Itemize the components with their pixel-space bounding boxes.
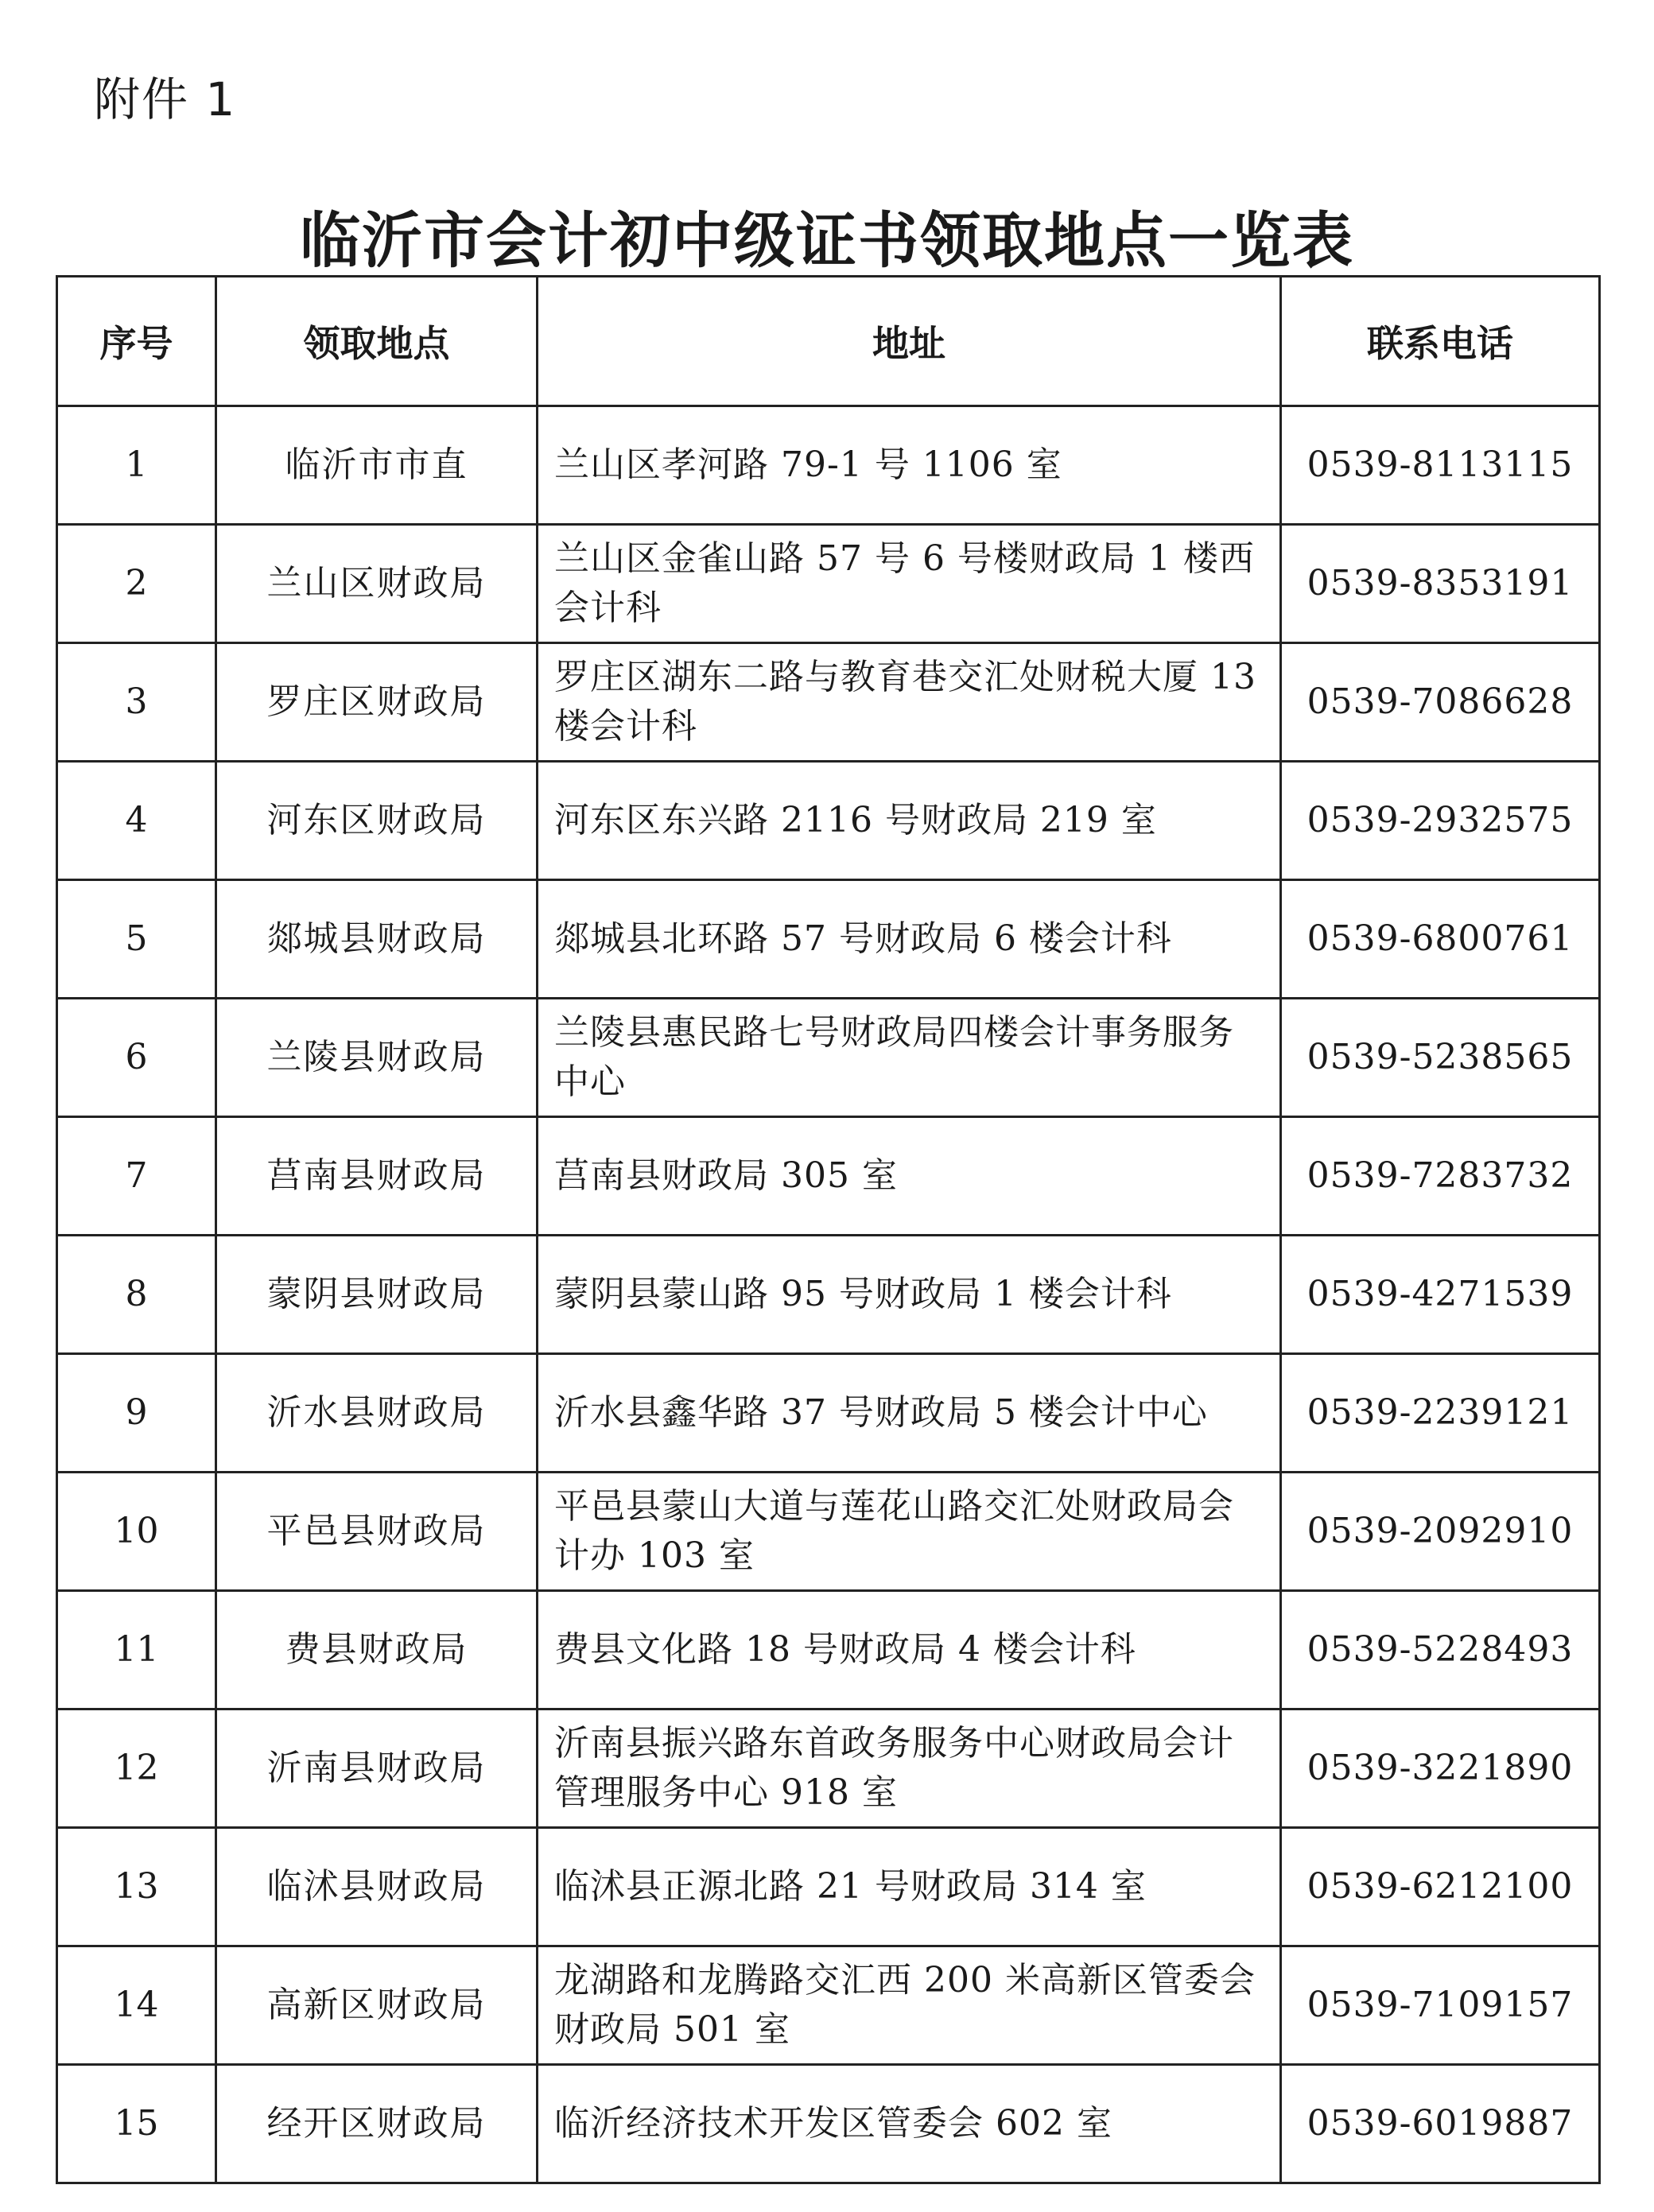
row-number: 2 <box>57 525 216 643</box>
row-number: 9 <box>57 1354 216 1473</box>
row-address: 莒南县财政局 305 室 <box>538 1117 1281 1236</box>
row-place: 郯城县财政局 <box>216 880 538 999</box>
pickup-locations-table <box>56 275 1601 2184</box>
row-place: 临沂市市直 <box>216 406 538 525</box>
row-place: 高新区财政局 <box>216 1946 538 2065</box>
row-place: 费县财政局 <box>216 1591 538 1709</box>
table-row <box>57 1117 1600 1236</box>
table-row <box>57 999 1600 1117</box>
table-row <box>57 1473 1600 1591</box>
row-phone: 0539-2092910 <box>1281 1473 1600 1591</box>
row-address: 兰山区金雀山路 57 号 6 号楼财政局 1 楼西会计科 <box>538 525 1281 643</box>
row-number: 13 <box>57 1828 216 1946</box>
row-place: 沂南县财政局 <box>216 1709 538 1828</box>
row-place: 经开区财政局 <box>216 2065 538 2183</box>
document-title: 临沂市会计初中级证书领取地点一览表 <box>300 205 1354 276</box>
table-row <box>57 880 1600 999</box>
row-phone: 0539-2932575 <box>1281 762 1600 880</box>
row-address: 费县文化路 18 号财政局 4 楼会计科 <box>538 1591 1281 1709</box>
row-place: 蒙阴县财政局 <box>216 1236 538 1354</box>
attachment-label: 附件 1 <box>94 72 237 126</box>
row-phone: 0539-2239121 <box>1281 1354 1600 1473</box>
row-place: 平邑县财政局 <box>216 1473 538 1591</box>
row-number: 15 <box>57 2065 216 2183</box>
table-row <box>57 1828 1600 1946</box>
header-address: 地址 <box>538 277 1281 406</box>
row-number: 8 <box>57 1236 216 1354</box>
row-phone: 0539-7283732 <box>1281 1117 1600 1236</box>
header-serial-number: 序号 <box>57 277 216 406</box>
row-phone: 0539-7086628 <box>1281 643 1600 762</box>
table-row <box>57 643 1600 762</box>
row-address: 临沭县正源北路 21 号财政局 314 室 <box>538 1828 1281 1946</box>
row-phone: 0539-5228493 <box>1281 1591 1600 1709</box>
table-row <box>57 1591 1600 1709</box>
table-row <box>57 1946 1600 2065</box>
row-number: 5 <box>57 880 216 999</box>
row-address: 兰山区孝河路 79-1 号 1106 室 <box>538 406 1281 525</box>
row-place: 临沭县财政局 <box>216 1828 538 1946</box>
row-phone: 0539-7109157 <box>1281 1946 1600 2065</box>
row-address: 临沂经济技术开发区管委会 602 室 <box>538 2065 1281 2183</box>
row-phone: 0539-8113115 <box>1281 406 1600 525</box>
row-phone: 0539-8353191 <box>1281 525 1600 643</box>
table-row <box>57 525 1600 643</box>
row-phone: 0539-6212100 <box>1281 1828 1600 1946</box>
row-phone: 0539-4271539 <box>1281 1236 1600 1354</box>
row-address: 郯城县北环路 57 号财政局 6 楼会计科 <box>538 880 1281 999</box>
row-address: 河东区东兴路 2116 号财政局 219 室 <box>538 762 1281 880</box>
row-place: 罗庄区财政局 <box>216 643 538 762</box>
row-number: 14 <box>57 1946 216 2065</box>
row-phone: 0539-6019887 <box>1281 2065 1600 2183</box>
table-row <box>57 1709 1600 1828</box>
row-number: 3 <box>57 643 216 762</box>
table-row <box>57 762 1600 880</box>
row-number: 10 <box>57 1473 216 1591</box>
row-place: 兰山区财政局 <box>216 525 538 643</box>
row-address: 罗庄区湖东二路与教育巷交汇处财税大厦 13 楼会计科 <box>538 643 1281 762</box>
row-number: 7 <box>57 1117 216 1236</box>
row-address: 龙湖路和龙腾路交汇西 200 米高新区管委会财政局 501 室 <box>538 1946 1281 2065</box>
table-row <box>57 406 1600 525</box>
row-address: 沂水县鑫华路 37 号财政局 5 楼会计中心 <box>538 1354 1281 1473</box>
row-number: 12 <box>57 1709 216 1828</box>
row-phone: 0539-6800761 <box>1281 880 1600 999</box>
row-number: 1 <box>57 406 216 525</box>
row-phone: 0539-3221890 <box>1281 1709 1600 1828</box>
table-header-row <box>57 277 1600 406</box>
row-address: 沂南县振兴路东首政务服务中心财政局会计管理服务中心 918 室 <box>538 1709 1281 1828</box>
row-place: 莒南县财政局 <box>216 1117 538 1236</box>
row-place: 兰陵县财政局 <box>216 999 538 1117</box>
row-address: 蒙阴县蒙山路 95 号财政局 1 楼会计科 <box>538 1236 1281 1354</box>
header-contact-phone: 联系电话 <box>1281 277 1600 406</box>
row-number: 11 <box>57 1591 216 1709</box>
row-place: 沂水县财政局 <box>216 1354 538 1473</box>
row-phone: 0539-5238565 <box>1281 999 1600 1117</box>
table-row <box>57 1236 1600 1354</box>
row-address: 平邑县蒙山大道与莲花山路交汇处财政局会计办 103 室 <box>538 1473 1281 1591</box>
table-row <box>57 1354 1600 1473</box>
row-number: 6 <box>57 999 216 1117</box>
row-place: 河东区财政局 <box>216 762 538 880</box>
row-address: 兰陵县惠民路七号财政局四楼会计事务服务中心 <box>538 999 1281 1117</box>
row-number: 4 <box>57 762 216 880</box>
header-pickup-location: 领取地点 <box>216 277 538 406</box>
table-row <box>57 2065 1600 2183</box>
